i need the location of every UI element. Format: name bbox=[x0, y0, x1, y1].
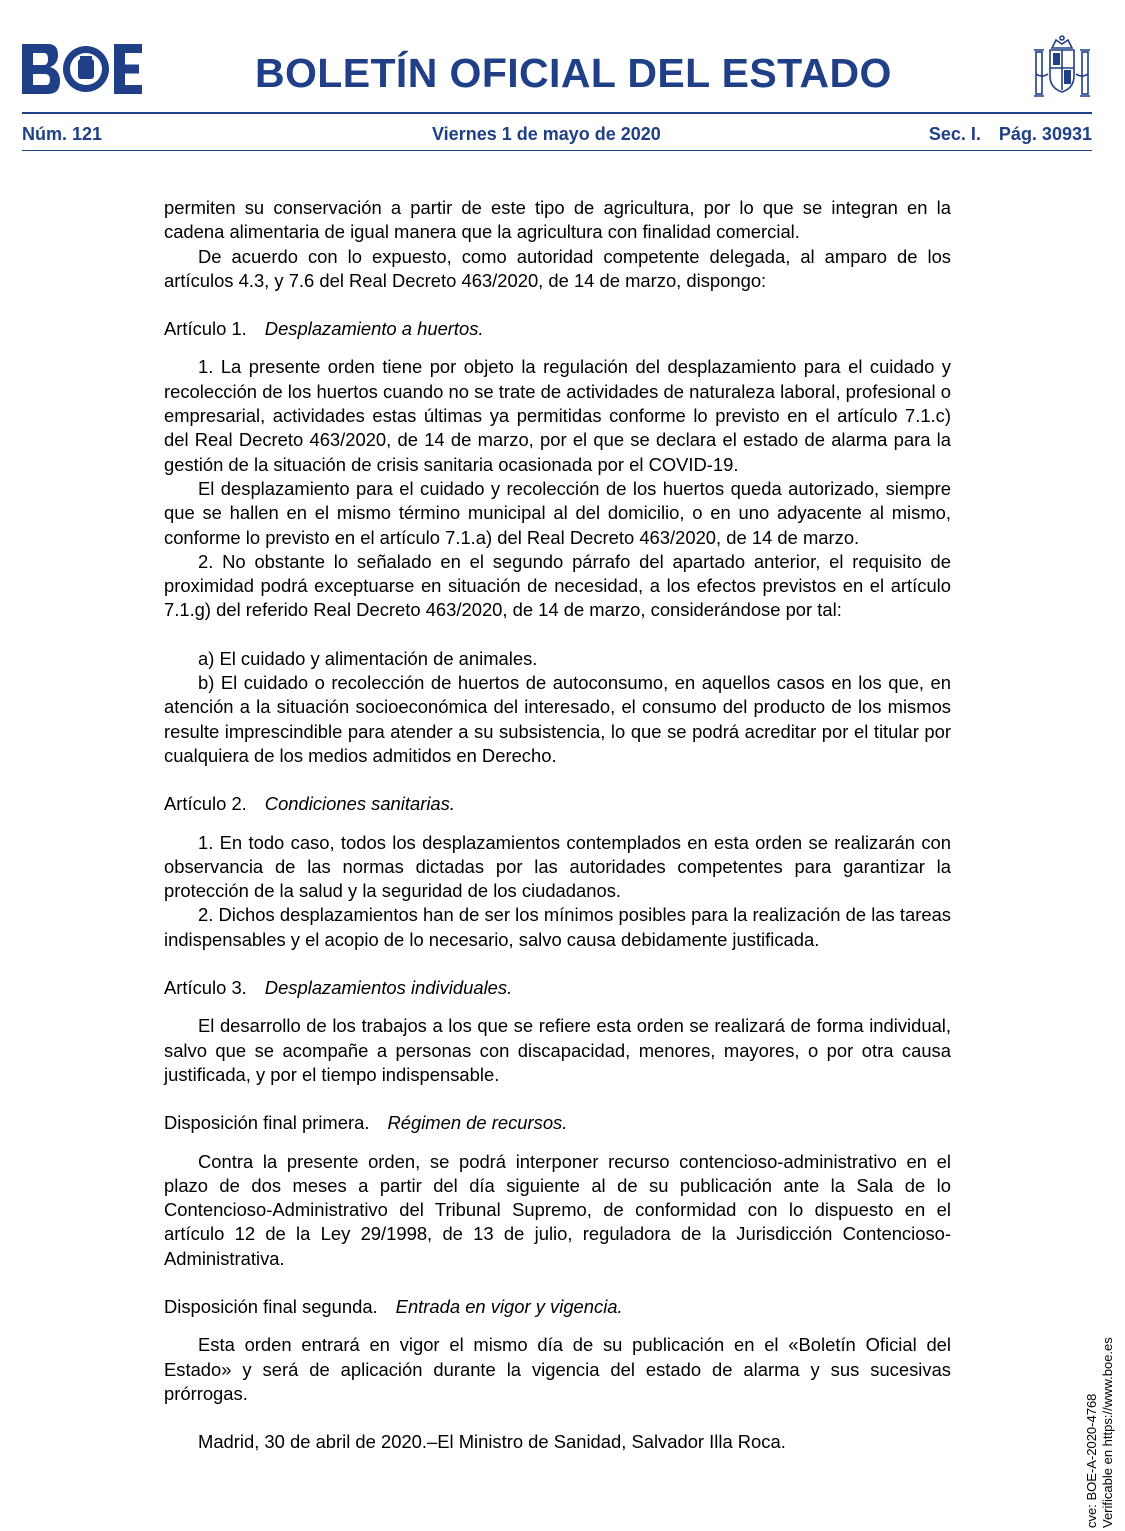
issue-date: Viernes 1 de mayo de 2020 bbox=[432, 124, 661, 144]
paragraph: De acuerdo con lo expuesto, como autoridad competente delegada, al amparo de los artículos 4.3, y 7.6 del Real Decreto 463/2020, de 14 de marzo, dispongo: bbox=[164, 245, 951, 291]
article-label: Artículo 3. bbox=[164, 977, 247, 999]
paragraph: 1. La presente orden tiene por objeto la regulación del desplazamiento para el cuidado y recolección de los huertos cuando no se trate de actividades de naturaleza laboral, profesional o empresarial, actividades estas últimas ya permitidas conforme lo previsto en el artículo 7.1.c) del Real Decreto 463/2020, de 14 de marzo, por el que se declara el estado de alarma para la gestión de la situación de crisis sanitaria ocasionada por el COVID-19. bbox=[164, 356, 951, 475]
paragraph: El desplazamiento para el cuidado y recolección de los huertos queda autorizado, siempre que se hallen en el mismo término municipal al del domicilio, o en uno adyacente al mismo, conforme lo previsto en el artículo 7.1.a) del Real Decreto 463/2020, de 14 de marzo. bbox=[164, 477, 951, 548]
coat-of-arms-icon bbox=[1030, 34, 1094, 104]
verify-link[interactable]: Verificable en https://www.boe.es bbox=[1100, 1337, 1115, 1528]
page-number: Pág. 30931 bbox=[998, 124, 1092, 144]
cve-code: cve: BOE-A-2020-4768 bbox=[1084, 1393, 1099, 1528]
disposition-heading bbox=[164, 1295, 951, 1319]
paragraph: Contra la presente orden, se podrá interponer recurso contencioso-administrativo en el plazo de dos meses a partir del día siguiente al de su publicación ante la Sala de lo Contencioso-Administrativo del Tribunal Supremo, de conformidad con lo dispuesto en el artículo 12 de la Ley 29/1998, de 13 de julio, reguladora de la Jurisdicción Contencioso-Administrativa. bbox=[164, 1150, 951, 1269]
header-rule bbox=[22, 112, 1092, 114]
article-heading bbox=[164, 792, 951, 816]
article-heading bbox=[164, 976, 951, 1000]
disposition-label: Disposición final primera. bbox=[164, 1112, 370, 1134]
section-label: Sec. I. bbox=[928, 124, 981, 144]
list-item: b) El cuidado o recolección de huertos de autoconsumo, en aquellos casos en los que, en atención a la situación socioeconómica del interesado, el consumo del producto de los mismos resulte imprescindible para atender a su subsistencia, lo que se podrá acreditar por el titular por cualquiera de los medios admitidos en Derecho. bbox=[164, 672, 951, 766]
verification-note bbox=[1084, 1337, 1116, 1528]
article-label: Artículo 1. bbox=[164, 318, 247, 340]
paragraph: Esta orden entrará en vigor el mismo día de su publicación en el «Boletín Oficial del Estado» y será de aplicación durante la vigencia del estado de alarma y sus sucesivas prórrogas. bbox=[164, 1334, 951, 1404]
paragraph: El desarrollo de los trabajos a los que se refiere esta orden se realizará de forma individual, salvo que se acompañe a personas con discapacidad, menores, mayores, o por otra causa justificada, y por el tiempo indispensable. bbox=[164, 1015, 951, 1085]
paragraph: permiten su conservación a partir de este tipo de agricultura, por lo que se integran en la cadena alimentaria de igual manera que la agricultura con finalidad comercial. bbox=[164, 197, 951, 243]
page-title: BOLETÍN OFICIAL DEL ESTADO bbox=[255, 50, 892, 96]
list-item: a) El cuidado y alimentación de animales. bbox=[198, 647, 538, 669]
disposition-title: Entrada en vigor y vigencia. bbox=[395, 1295, 623, 1317]
document-body bbox=[164, 196, 951, 1454]
article-label: Artículo 2. bbox=[164, 793, 247, 815]
article-heading bbox=[164, 317, 951, 341]
paragraph: 2. Dichos desplazamientos han de ser los mínimos posibles para la realización de las tareas indispensables y el acopio de lo necesario, salvo causa debidamente justificada. bbox=[164, 904, 951, 950]
disposition-title: Régimen de recursos. bbox=[387, 1112, 568, 1134]
boe-logo bbox=[22, 42, 142, 96]
paragraph: 2. No obstante lo señalado en el segundo párrafo del apartado anterior, el requisito de proximidad podrá exceptuarse en situación de necesidad, a los efectos previstos en el artículo 7.1.g) del referido Real Decreto 463/2020, de 14 de marzo, considerándose por tal: bbox=[164, 550, 951, 621]
signature: Madrid, 30 de abril de 2020.–El Ministro de Sanidad, Salvador Illa Roca. bbox=[198, 1431, 786, 1453]
section-page bbox=[929, 124, 1092, 145]
paragraph: 1. En todo caso, todos los desplazamientos contemplados en esta orden se realizarán con observancia de las normas dictadas por las autoridades competentes para garantizar la protección de la salud y la seguridad de los ciudadanos. bbox=[164, 831, 951, 902]
article-title: Condiciones sanitarias. bbox=[264, 793, 455, 815]
disposition-heading bbox=[164, 1111, 951, 1135]
issue-number: Núm. 121 bbox=[22, 124, 103, 144]
disposition-label: Disposición final segunda. bbox=[164, 1295, 378, 1317]
article-title: Desplazamiento a huertos. bbox=[264, 318, 484, 340]
article-title: Desplazamientos individuales. bbox=[264, 977, 513, 999]
header-rule-bottom bbox=[22, 150, 1092, 151]
